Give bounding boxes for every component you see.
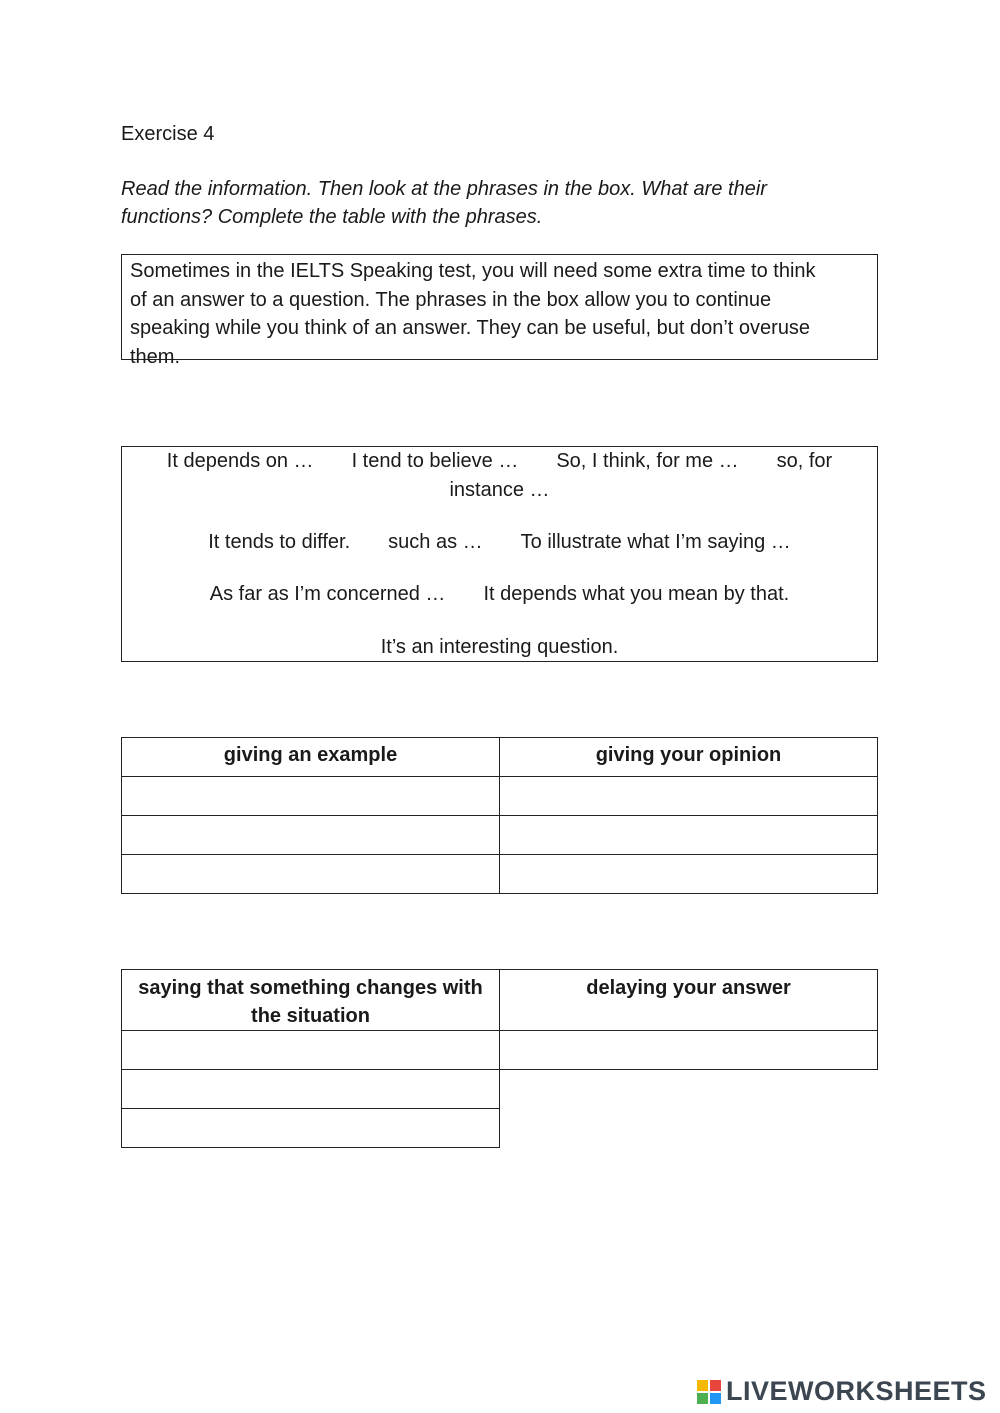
liveworksheets-logo: LIVEWORKSHEETS [726, 1376, 987, 1406]
column-header: giving an example [122, 738, 500, 777]
info-line: speaking while you think of an answer. They can be useful, but don’t overuse [130, 317, 811, 339]
info-line: them. [130, 345, 181, 368]
instructions: Read the information. Then look at the phrases in the box. What are their functions? Complete the table with the phrases. [121, 178, 767, 228]
logo-square [710, 1380, 721, 1391]
phrase-row-3 [122, 583, 877, 606]
phrase-item: To illustrate what I’m saying … [520, 531, 791, 553]
answer-cell[interactable] [122, 777, 500, 816]
exercise-title: Exercise 4 [121, 123, 215, 145]
phrase-row-1-wrap [122, 479, 877, 502]
phrase-item: such as … [388, 531, 483, 553]
phrase-row-4 [122, 636, 877, 659]
phrase-item: It’s an interesting question. [380, 636, 619, 658]
logo-square [710, 1393, 721, 1404]
answer-table-1 [121, 737, 878, 894]
column-header: giving your opinion [500, 738, 878, 777]
answer-cell[interactable] [500, 777, 878, 816]
logo-square [697, 1393, 708, 1404]
phrase-row-2 [122, 531, 877, 554]
answer-cell[interactable] [500, 855, 878, 894]
phrase-item: so, for [776, 450, 833, 472]
answer-cell[interactable] [500, 816, 878, 855]
table-row [122, 855, 878, 894]
phrase-item: I tend to believe … [351, 450, 519, 472]
table-row [122, 1031, 878, 1070]
answer-cell[interactable] [122, 1031, 500, 1070]
phrase-row-1 [122, 450, 877, 473]
column-header: saying that something changes with the situation [122, 970, 500, 1031]
info-line: of an answer to a question. The phrases in the box allow you to continue [130, 288, 772, 311]
answer-table-2 [121, 969, 878, 1148]
table-header-row [122, 970, 878, 1031]
answer-cell[interactable] [122, 855, 500, 894]
empty-cell [500, 1109, 878, 1148]
answer-cell[interactable] [122, 1109, 500, 1148]
info-line: Sometimes in the IELTS Speaking test, you will need some extra time to think [130, 260, 816, 282]
answer-cell[interactable] [500, 1031, 878, 1070]
liveworksheets-logo-icon [697, 1380, 723, 1406]
phrase-box [121, 446, 878, 662]
logo-square [697, 1380, 708, 1391]
phrase-item: It depends what you mean by that. [483, 583, 790, 605]
answer-cell[interactable] [122, 816, 500, 855]
table-row [122, 777, 878, 816]
table-row [122, 1070, 878, 1109]
table-header-row [122, 738, 878, 777]
table-row [122, 816, 878, 855]
phrase-item: So, I think, for me … [556, 450, 739, 472]
phrase-item: instance … [449, 479, 550, 501]
phrase-item: It depends on … [166, 450, 314, 472]
info-box [121, 254, 878, 368]
column-header: delaying your answer [500, 970, 878, 1031]
answer-cell[interactable] [122, 1070, 500, 1109]
phrase-item: As far as I’m concerned … [209, 583, 446, 605]
empty-cell [500, 1070, 878, 1109]
table-row [122, 1109, 878, 1148]
phrase-item: It tends to differ. [208, 531, 351, 553]
